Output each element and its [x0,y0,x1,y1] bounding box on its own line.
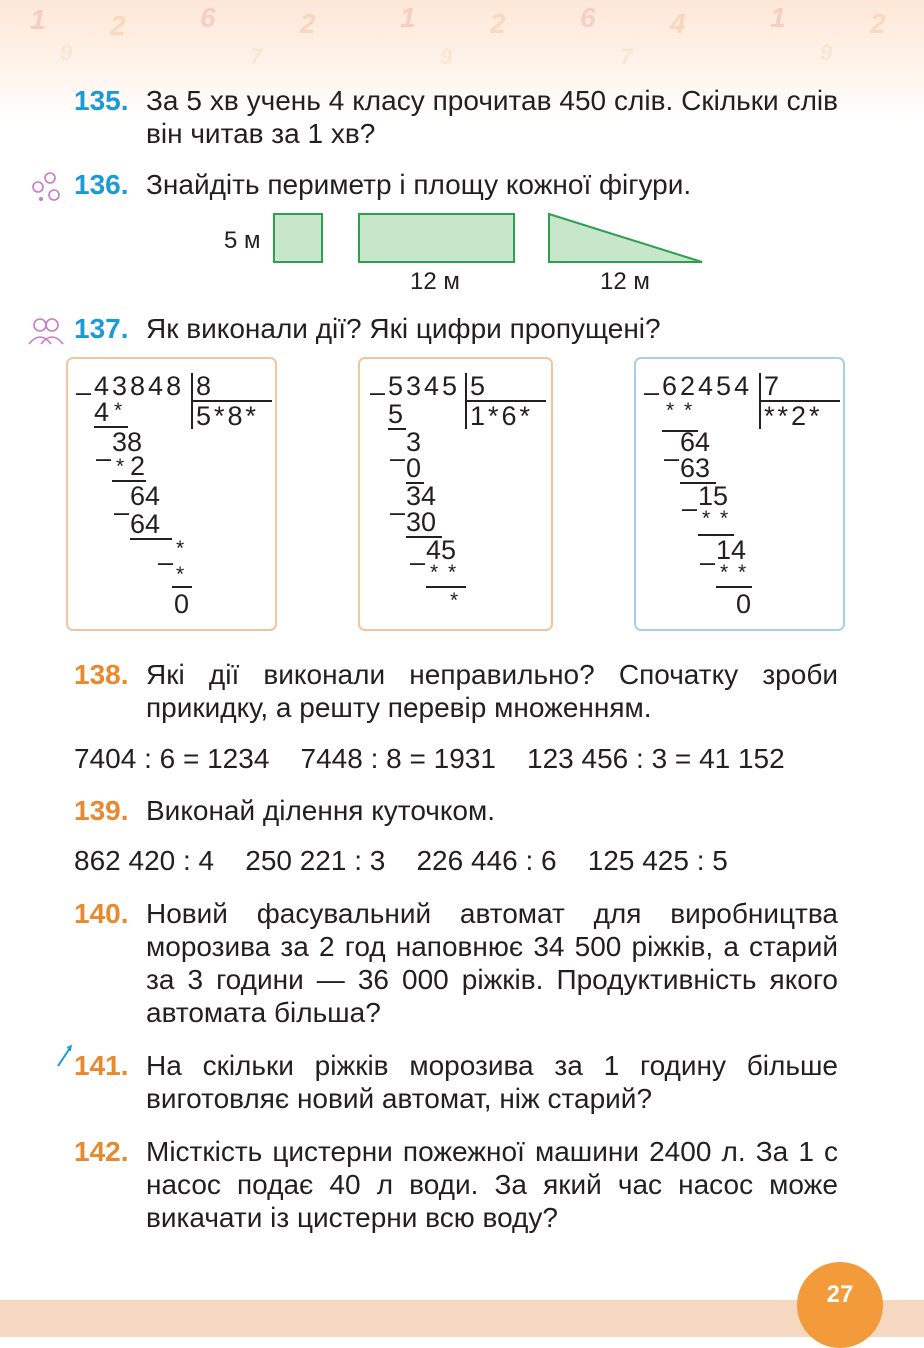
task-138 [74,658,838,724]
decor-digit: 2 [110,10,126,41]
division-card-2 [358,357,553,631]
divisor-text: 7 [764,371,783,401]
svg-text:–: – [390,497,406,527]
task-135 [74,84,838,150]
side-length-label: 5 м [224,227,261,254]
task-number: 137. [74,313,129,344]
svg-text:0: 0 [174,589,190,619]
decor-digit: 1 [400,2,416,33]
svg-text:64: 64 [680,427,711,457]
task-139 [74,794,838,827]
task-number: 136. [74,169,129,200]
svg-text:*: * [448,561,457,584]
long-division-2 [360,359,553,631]
svg-text:3: 3 [406,427,422,457]
svg-text:*: * [450,589,459,612]
pencil-icon [54,1044,74,1070]
svg-text:14: 14 [716,535,747,565]
task-text: Виконай ділення куточком. [146,795,496,826]
task-text: Знайдіть периметр і площу кожної фігури. [146,169,692,200]
svg-text:–: – [76,377,92,407]
task-number: 140. [74,898,129,929]
expressions-138: 7404 : 6 = 1234 7448 : 8 = 1931 123 456 : 3 = 41 152 [74,743,785,774]
svg-text:5: 5 [388,399,404,429]
decor-digit: 9 [820,40,833,65]
svg-text:45: 45 [426,535,457,565]
quotient-text: 5*8* [196,401,260,431]
task-136 [74,168,838,201]
task-text: Як виконали дії? Які цифри пропущені? [146,313,661,344]
decor-digit: 2 [490,8,506,39]
decor-digit: 2 [870,8,886,39]
bottom-decorative-band [0,1300,924,1337]
dividend-text: 43848 [94,371,185,401]
svg-text:*: * [684,399,693,422]
svg-text:–: – [410,547,426,577]
svg-text:*: * [738,561,747,584]
decor-digit: 4 [670,8,686,39]
dividend-text: 5345 [388,371,461,401]
task-text: На скільки ріжків морозива за 1 годину більше виготовляє новий автомат, ніж старий? [146,1050,838,1114]
shapes-figure [270,210,710,268]
svg-text:–: – [644,377,660,407]
task-number: 139. [74,795,129,826]
triangle-shape [549,214,702,262]
svg-text:–: – [114,497,130,527]
task-text: Які дії виконали неправильно? Спочатку зроби прикидку, а решту перевір множенням. [146,659,838,723]
division-card-3 [634,357,845,631]
task-number: 135. [74,85,129,116]
task-number: 141. [74,1050,129,1081]
quotient-text: 1*6* [470,401,534,431]
long-division-3 [636,359,845,631]
divisor-text: 5 [470,371,489,401]
svg-text:*: * [176,563,185,586]
svg-text:*: * [114,399,123,422]
long-division-1 [68,359,277,631]
svg-text:*: * [720,561,729,584]
svg-text:*: * [430,561,439,584]
svg-text:15: 15 [698,481,729,511]
svg-text:0: 0 [736,589,752,619]
decor-digit: 6 [580,2,596,33]
svg-text:–: – [370,377,386,407]
svg-text:–: – [700,547,716,577]
pair-work-icon [26,314,66,346]
decor-digit: 2 [300,8,316,39]
task-number: 142. [74,1136,129,1167]
task-140 [74,897,838,1029]
rectangle-length-label: 12 м [410,268,460,295]
svg-text:*: * [702,507,711,530]
divisor-text: 8 [196,371,215,401]
task-number: 138. [74,659,129,690]
task-137 [74,312,838,345]
quotient-text: **2* [764,401,823,431]
svg-text:–: – [158,547,174,577]
square-shape [274,214,322,262]
task-141 [74,1049,838,1115]
svg-text:*: * [666,399,675,422]
page-number: 27 [797,1262,883,1348]
expressions-139: 862 420 : 4 250 221 : 3 226 446 : 6 125 425 : 5 [74,845,728,876]
svg-text:–: – [390,443,406,473]
decor-digit: 1 [30,4,46,35]
svg-text:–: – [664,443,680,473]
decor-digit: 1 [770,2,786,33]
svg-text:64: 64 [130,481,161,511]
triangle-length-label: 12 м [600,268,650,295]
task-142 [74,1135,838,1234]
dividend-text: 62454 [662,371,753,401]
task-text: За 5 хв учень 4 класу прочитав 450 слів. Скільки слів він читав за 1 хв? [146,85,838,149]
svg-text:38: 38 [112,427,143,457]
svg-text:*: * [116,455,125,478]
decor-digit: 9 [440,44,453,69]
svg-text:–: – [682,493,698,523]
division-card-1 [66,357,277,631]
svg-text:*: * [720,507,729,530]
task-text: Новий фасувальний автомат для виробництва морозива за 2 год наповнює 34 500 ріжків, а старий за 3 години — 36 000 ріжків. Продуктивність якого автомата більша? [146,898,838,1028]
task-text: Місткість цистерни пожежної машини 2400 л. За 1 с насос подає 40 л води. За який час насос може викачати із цистерни всю воду? [146,1136,838,1233]
decor-digit: 9 [60,40,73,65]
svg-text:34: 34 [406,481,437,511]
svg-text:0: 0 [406,453,422,483]
svg-text:30: 30 [406,507,437,537]
decor-digit: 7 [250,44,263,69]
rectangle-shape [359,214,514,262]
svg-text:2: 2 [130,451,146,481]
svg-text:63: 63 [680,453,711,483]
group-work-icon [28,170,64,204]
decor-digit: 6 [200,2,216,33]
decor-digit: 7 [620,44,633,69]
svg-text:4: 4 [94,397,110,427]
svg-text:*: * [176,537,185,560]
svg-text:64: 64 [130,509,161,539]
svg-text:–: – [96,443,112,473]
